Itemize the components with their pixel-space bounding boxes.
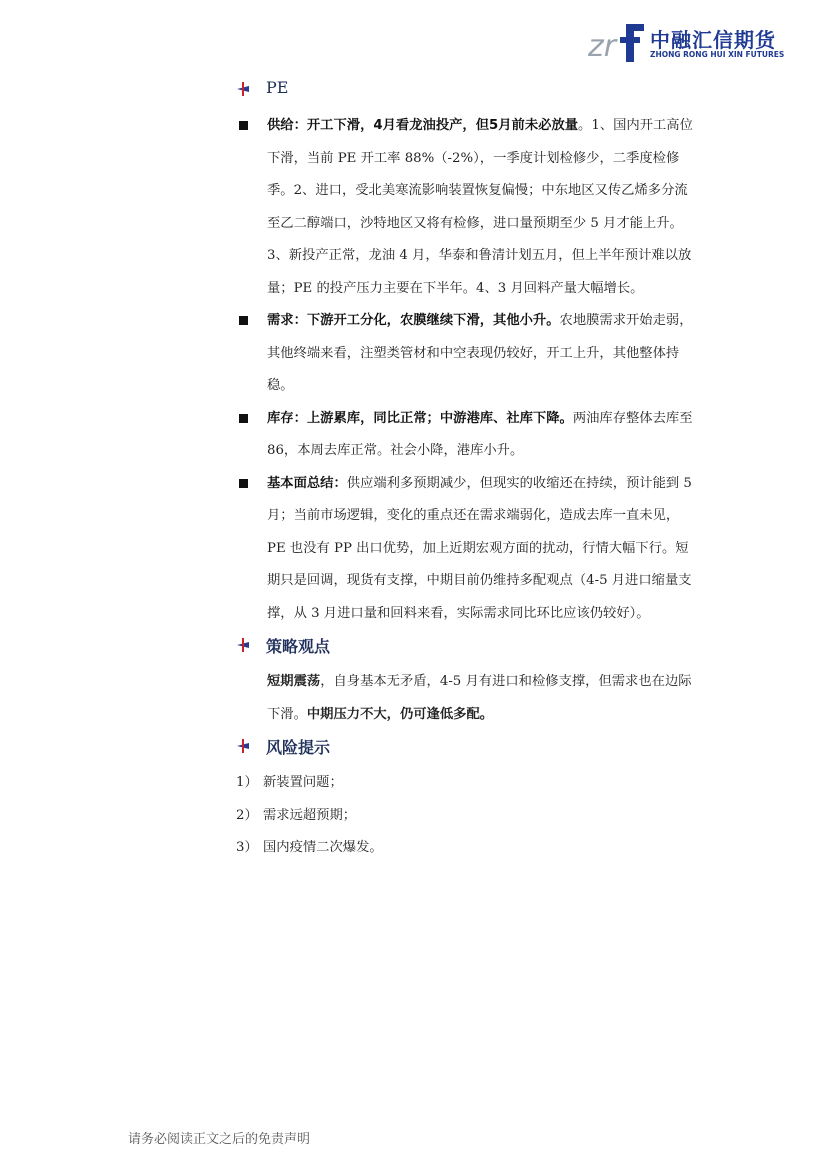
- square-bullet-icon: [239, 316, 248, 325]
- strategy-lead: 短期震荡: [267, 674, 321, 689]
- arrow-bullet-icon: [236, 82, 250, 96]
- risk-number: 3）: [236, 840, 258, 855]
- risk-item: [236, 767, 696, 800]
- disclaimer-footer: 请务必阅读正文之后的免责声明: [128, 1132, 311, 1147]
- bullet-summary: [236, 468, 696, 631]
- bullet-lead: 需求：下游开工分化，农膜继续下滑，其他小升。: [267, 313, 560, 328]
- bullet-body: 农地膜需求开始走弱，其他终端来看，注塑类管材和中空表现仍较好，开工上升，其他整体持稳。: [267, 313, 693, 393]
- square-bullet-icon: [239, 121, 248, 130]
- section-risk-heading: [236, 733, 696, 763]
- company-logo: [588, 18, 785, 66]
- logo-english-name: ZHONG RONG HUI XIN FUTURES: [650, 50, 785, 59]
- section-title: 风险提示: [266, 738, 331, 757]
- strategy-paragraph: [236, 666, 696, 731]
- bullet-demand: [236, 305, 696, 403]
- risk-number: 2）: [236, 807, 258, 823]
- report-body: [236, 76, 696, 865]
- risk-text: 需求远超预期；: [263, 807, 357, 823]
- bullet-supply: [236, 110, 696, 305]
- section-title: 策略观点: [266, 637, 331, 656]
- strategy-tail: 中期压力不大，仍可逢低多配。: [306, 706, 494, 722]
- section-title: PE: [266, 78, 289, 97]
- strategy-body: ，自身基本无矛盾，4-5 月有进口和检修支撑，但需求也在边际下滑。: [267, 674, 692, 722]
- bullet-lead: 基本面总结：: [267, 475, 347, 491]
- square-bullet-icon: [239, 479, 248, 488]
- logo-chinese-name: 中融汇信期货: [650, 28, 776, 52]
- risk-item: [236, 832, 696, 865]
- svg-text:zr: zr: [588, 29, 617, 64]
- bullet-body: 。1、国内开工高位下滑，当前 PE 开工率 88%（-2%），一季度计划检修少，二季度检修季。2、进口，受北美寒流影响装置恢复偏慢；中东地区又传乙烯多分流至乙二醇端口，沙特地区又将有检修，进口量预期至少 5 月才能上升。3、新投产正常，龙油 4 月，华泰和鲁清计划五月，但上半年预计难以放量；PE 的投产压力主要在下半年。4、3 月回料产量大幅增长。: [267, 118, 693, 296]
- risk-text: 新装置问题；: [263, 775, 343, 790]
- zrf-logo-icon: [588, 20, 648, 64]
- section-pe-heading: [236, 76, 696, 106]
- square-bullet-icon: [239, 414, 248, 423]
- risk-item: [236, 800, 696, 833]
- section-strategy-heading: [236, 632, 696, 662]
- bullet-body: 供应端利多预期减少，但现实的收缩还在持续，预计能到 5 月；当前市场逻辑，变化的重点还在需求端弱化，造成去库一直未见，PE 也没有 PP 出口优势，加上近期宏观方面的扰动，行情大幅下行。短期只是回调，现货有支撑，中期目前仍维持多配观点（4-5 月进口缩量支撑，从 3 月进口量和回料来看，实际需求同比环比应该仍较好）。: [267, 475, 692, 621]
- bullet-lead: 库存：上游累库，同比正常；中游港库、社库下降。: [267, 410, 573, 426]
- arrow-bullet-icon: [236, 638, 250, 652]
- bullet-inventory: [236, 403, 696, 468]
- arrow-bullet-icon: [236, 739, 250, 753]
- risk-number: 1）: [236, 775, 258, 790]
- bullet-body: 两油库存整体去库至 86，本周去库正常。社会小降，港库小升。: [267, 410, 693, 458]
- bullet-lead: 供给：开工下滑，4月看龙油投产，但5月前未必放量: [267, 118, 579, 133]
- risk-text: 国内疫情二次爆发。: [263, 840, 383, 855]
